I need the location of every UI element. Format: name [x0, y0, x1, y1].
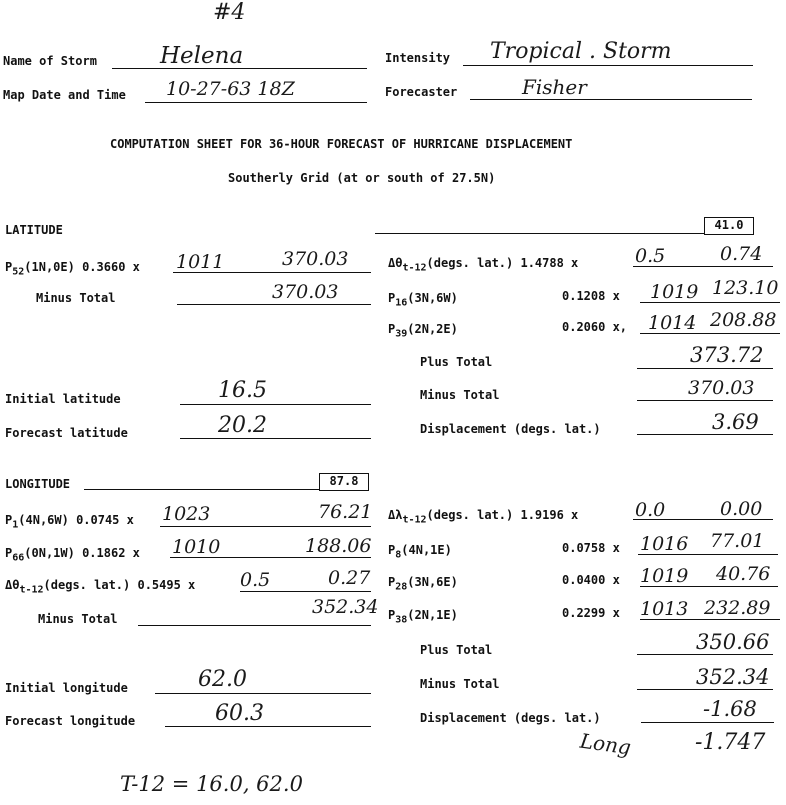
lon-displacement-label: Displacement (degs. lat.): [420, 711, 601, 725]
p8-input: 1016: [640, 533, 689, 555]
p66-input: 1010: [172, 536, 221, 558]
dlambda-input: 0.0: [635, 499, 666, 521]
initial-longitude-value: 62.0: [198, 667, 247, 692]
intensity-value: Tropical . Storm: [490, 39, 672, 64]
latitude-box: 41.0: [704, 217, 754, 235]
p38-result: 232.89: [704, 597, 771, 619]
storm-name-label: Name of Storm: [3, 54, 97, 68]
forecast-latitude-line: [180, 438, 371, 439]
lat-dtheta-input: 0.5: [635, 245, 666, 267]
p8-result: 77.01: [710, 530, 765, 552]
t12-note: T-12 = 16.0, 62.0: [120, 772, 303, 796]
map-date-label: Map Date and Time: [3, 88, 126, 102]
sheet-title: COMPUTATION SHEET FOR 36-HOUR FORECAST OF HURRICANE DISPLACEMENT: [110, 137, 573, 151]
lat-plus-total-line: [637, 368, 773, 369]
forecast-longitude-label: Forecast longitude: [5, 714, 136, 728]
p39-coef: 0.2060 x,: [562, 320, 628, 334]
forecast-latitude-value: 20.2: [218, 413, 267, 438]
p38-coef: 0.2299 x: [562, 606, 620, 620]
longitude-box: 87.8: [319, 473, 369, 491]
lat-minus-total-right-label: Minus Total: [420, 388, 500, 402]
p39-term: $P_{39}(2N,2E)$: [388, 322, 458, 340]
map-date-value: 10-27-63 18Z: [166, 78, 295, 100]
p1-result: 76.21: [318, 501, 373, 523]
p1-input: 1023: [162, 503, 211, 525]
intensity-label: Intensity: [385, 51, 451, 65]
p8-term: $P_8(4N,1E)$: [388, 543, 452, 561]
lat-minus-total-value: 370.03: [272, 281, 339, 303]
dlambda-term: $\Delta\lambda_{t-12}(degs$. lat.) 1.9196 x: [388, 508, 579, 526]
lon-minus-total-line: [138, 625, 371, 626]
lon-displacement-value: -1.68: [703, 697, 757, 721]
latitude-heading: LATITUDE: [5, 223, 63, 237]
lon-minus-total-value: 352.34: [312, 596, 379, 618]
lon-dtheta-input: 0.5: [240, 569, 271, 591]
p16-input: 1019: [650, 281, 699, 303]
forecast-latitude-label: Forecast latitude: [5, 426, 128, 440]
p1-line: [160, 526, 371, 527]
p66-term: $P_{66}(0N,1W)$ 0.1862 x: [5, 546, 140, 564]
long-value: -1.747: [695, 730, 766, 755]
p52-result: 370.03: [282, 248, 349, 270]
forecast-longitude-value: 60.3: [215, 701, 264, 726]
p16-coef: 0.1208 x: [562, 289, 620, 303]
latitude-heading-rule: [375, 233, 705, 234]
lon-dtheta-result: 0.27: [328, 567, 371, 589]
lat-displacement-label: Displacement (degs. lat.): [420, 422, 601, 436]
lon-dtheta-term: $\Delta\theta_{t-12}(degs$. lat.) 0.5495 x: [5, 578, 196, 596]
initial-latitude-label: Initial latitude: [5, 392, 121, 406]
intensity-line: [463, 65, 753, 66]
p28-coef: 0.0400 x: [562, 573, 620, 587]
initial-latitude-value: 16.5: [218, 378, 267, 403]
lon-dtheta-line: [240, 591, 371, 592]
lon-minus-total-label: Minus Total: [38, 612, 118, 626]
lon-plus-total-line: [637, 654, 773, 655]
longitude-heading: LONGITUDE: [5, 477, 71, 491]
longitude-heading-rule: [84, 489, 320, 490]
p52-term: $P_{52}(1N,0E)$ 0.3660 x: [5, 260, 140, 278]
initial-latitude-line: [180, 404, 371, 405]
map-date-line: [145, 102, 367, 103]
dlambda-result: 0.00: [720, 498, 763, 520]
p39-input: 1014: [648, 312, 697, 334]
p1-term: $P_1(4N,6W)$ 0.0745 x: [5, 513, 134, 531]
forecast-longitude-line: [165, 726, 371, 727]
lon-minus-total-right-value: 352.34: [696, 665, 770, 689]
initial-longitude-line: [155, 693, 371, 694]
lon-displacement-line: [641, 722, 774, 723]
lat-displacement-value: 3.69: [712, 410, 759, 434]
forecaster-label: Forecaster: [385, 85, 458, 99]
lon-plus-total-label: Plus Total: [420, 643, 493, 657]
lat-minus-total-label: Minus Total: [36, 291, 116, 305]
lat-dtheta-result: 0.74: [720, 243, 763, 265]
p28-term: $P_{28}(3N,6E)$: [388, 575, 458, 593]
p39-result: 208.88: [710, 309, 777, 331]
lat-minus-total-right-line: [637, 400, 773, 401]
p38-term: $P_{38}(2N,1E)$: [388, 608, 458, 626]
lon-minus-total-right-label: Minus Total: [420, 677, 500, 691]
forecaster-value: Fisher: [522, 75, 587, 99]
p28-result: 40.76: [716, 563, 771, 585]
lon-minus-total-right-line: [637, 689, 773, 690]
p38-input: 1013: [640, 598, 689, 620]
p8-coef: 0.0758 x: [562, 541, 620, 555]
lat-minus-total-line: [177, 304, 371, 305]
lat-plus-total-label: Plus Total: [420, 355, 493, 369]
long-note: Long: [578, 728, 633, 760]
lon-plus-total-value: 350.66: [696, 630, 770, 654]
storm-name-value: Helena: [160, 43, 244, 69]
p66-result: 188.06: [305, 535, 372, 557]
lat-displacement-line: [637, 434, 773, 435]
lat-dtheta-term: $\Delta\theta_{t-12}(degs$. lat.) 1.4788 x: [388, 256, 579, 274]
sheet-subtitle: Southerly Grid (at or south of 27.5N): [228, 171, 496, 185]
p16-result: 123.10: [712, 277, 779, 299]
lat-plus-total-value: 373.72: [690, 343, 764, 367]
p28-input: 1019: [640, 565, 689, 587]
p52-input: 1011: [176, 251, 225, 273]
p16-term: $P_{16}(3N,6W)$: [388, 291, 458, 309]
lat-minus-total-right-value: 370.03: [688, 377, 755, 399]
sheet-number: #4: [213, 0, 246, 25]
initial-longitude-label: Initial longitude: [5, 681, 128, 695]
forecaster-line: [470, 99, 752, 100]
